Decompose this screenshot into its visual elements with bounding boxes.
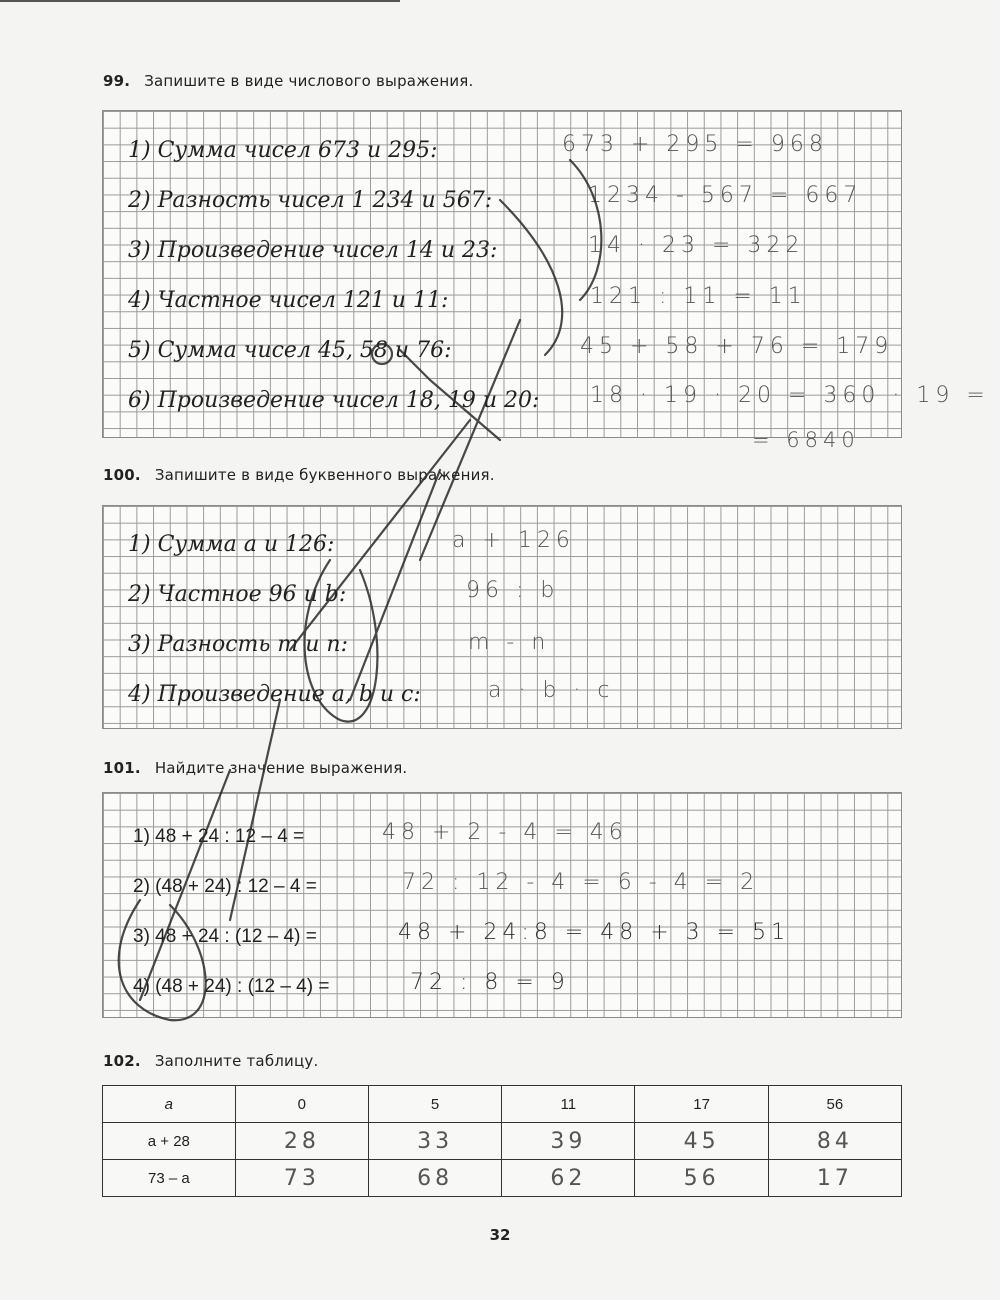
handwritten-answer: 72 : 12 - 4 = 6 - 4 = 2 <box>402 870 760 895</box>
handwritten-answer: 48 + 2 - 4 = 46 <box>382 820 628 845</box>
task-line: 2) Частное 96 и b: <box>128 582 347 607</box>
table-row-label: a + 28 <box>103 1123 236 1160</box>
table-cell: 17 <box>635 1086 768 1123</box>
handwritten-answer: 72 : 8 = 9 <box>410 970 570 995</box>
table-cell: 5 <box>368 1086 501 1123</box>
scribble-stroke <box>570 160 601 300</box>
task-line: 3) Разность m и n: <box>128 632 348 657</box>
exercise-instruction: Запишите в виде числового выражения. <box>144 72 474 90</box>
exercise-number: 102. <box>103 1052 141 1070</box>
task-line: 4) Произведение a, b и c: <box>128 682 421 707</box>
handwritten-answer: a · b · c <box>488 678 615 703</box>
handwritten-answer: 14 · 23 = 322 <box>588 233 805 258</box>
handwritten-answer: 48 + 24:8 = 48 + 3 = 51 <box>398 920 791 945</box>
table-row-label: 73 – a <box>103 1160 236 1197</box>
handwritten-answer: = 6840 <box>752 428 860 452</box>
table-row-label: a <box>103 1086 236 1123</box>
handwritten-answer: 121 : 11 = 11 <box>590 284 807 309</box>
scribble-stroke <box>500 200 562 355</box>
handwritten-answer: 96 : b <box>466 578 560 603</box>
exercise-instruction: Запишите в виде буквенного выражения. <box>154 466 495 484</box>
handwritten-answer: 673 + 295 = 968 <box>562 132 828 157</box>
exercise-instruction: Найдите значение выражения. <box>154 759 408 777</box>
scribble-stroke <box>119 900 206 1020</box>
task-line: 3) Произведение чисел 14 и 23: <box>128 238 498 263</box>
handwritten-answer: 45 <box>683 1128 720 1154</box>
table-cell: 56 <box>768 1086 901 1123</box>
handwritten-answer: 1234 - 567 = 667 <box>588 183 863 208</box>
task-line: 4) Частное чисел 121 и 11: <box>128 288 449 313</box>
handwritten-answer: 56 <box>683 1165 720 1191</box>
scribble-stroke <box>420 320 520 560</box>
scribble-stroke <box>372 344 392 364</box>
task-line: 6) Произведение чисел 18, 19 и 20: <box>128 388 540 413</box>
handwritten-answer: 39 <box>550 1128 587 1154</box>
handwritten-answer: a + 126 <box>452 528 575 553</box>
task-line: 2) Разность чисел 1 234 и 567: <box>128 188 493 213</box>
task-line: 1) Сумма a и 126: <box>128 532 335 557</box>
handwritten-answer: 17 <box>816 1165 853 1191</box>
handwritten-answer: m - n <box>468 630 551 655</box>
exercise-number: 101. <box>103 759 141 777</box>
page-number: 32 <box>489 1226 511 1244</box>
handwritten-answer: 73 <box>283 1165 320 1191</box>
exercise-number: 99. <box>103 72 131 90</box>
scribble-stroke <box>230 700 280 920</box>
task-line: 1) Сумма чисел 673 и 295: <box>128 138 438 163</box>
table-cell: 0 <box>235 1086 368 1123</box>
scribble-stroke <box>400 350 500 440</box>
task-line: 5) Сумма чисел 45, 58 и 76: <box>128 338 452 363</box>
task-line: 1) 48 + 24 : 12 – 4 = <box>133 826 305 847</box>
handwritten-answer: 84 <box>816 1128 853 1154</box>
exercise-instruction: Заполните таблицу. <box>154 1052 319 1070</box>
handwritten-answer: 28 <box>283 1128 320 1154</box>
handwritten-answer: 62 <box>550 1165 587 1191</box>
handwritten-answer: 33 <box>417 1128 454 1154</box>
handwritten-answer: 68 <box>417 1165 454 1191</box>
handwritten-answer: 18 · 19 · 20 = 360 · 19 = <box>590 383 990 408</box>
scribble-stroke <box>140 770 230 1000</box>
task-line: 3) 48 + 24 : (12 – 4) = <box>133 926 317 947</box>
scribble-stroke <box>290 420 470 650</box>
task-line: 4) (48 + 24) : (12 – 4) = <box>133 976 330 997</box>
exercise-number: 100. <box>103 466 141 484</box>
scribble-stroke <box>350 470 440 700</box>
table-cell: 11 <box>502 1086 635 1123</box>
handwritten-answer: 45 + 58 + 76 = 179 <box>580 334 894 359</box>
task-line: 2) (48 + 24) : 12 – 4 = <box>133 876 317 897</box>
